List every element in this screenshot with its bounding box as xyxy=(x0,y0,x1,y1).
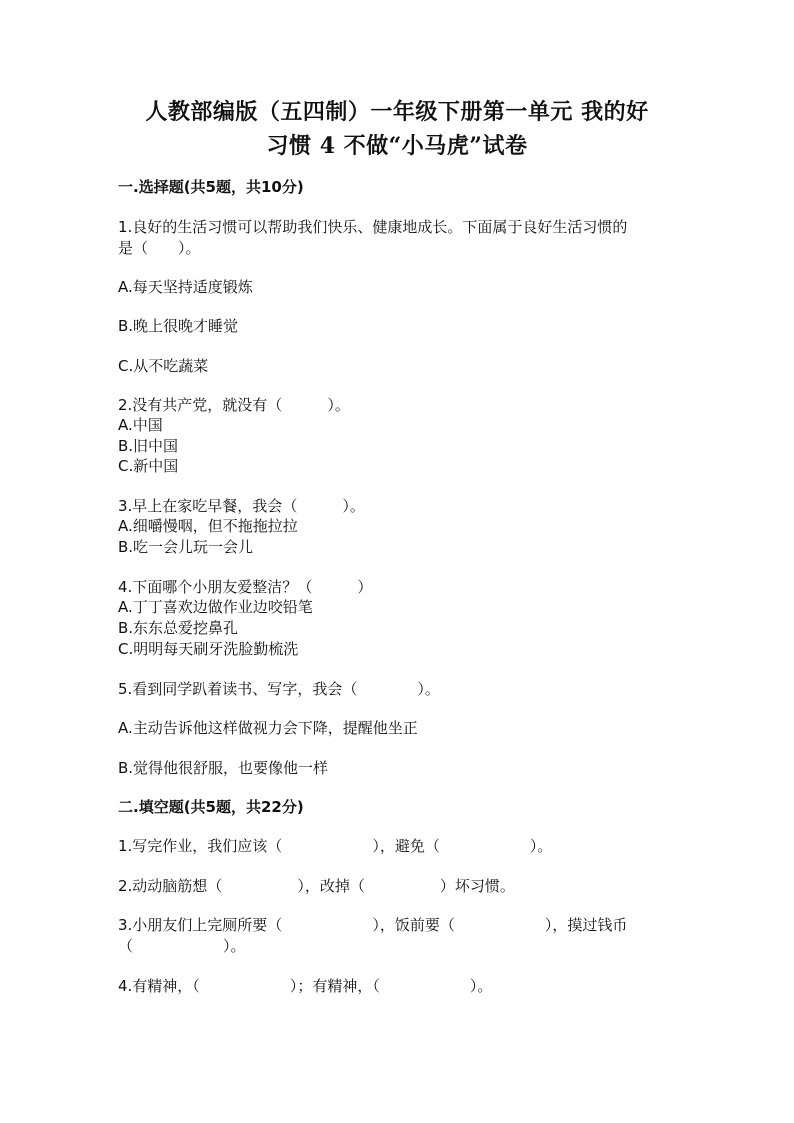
choice-q5-stem: 5.看到同学趴着读书、写字，我会（ ）。 xyxy=(118,680,440,698)
choice-q3-stem: 3.早上在家吃早餐，我会（ ）。 xyxy=(118,497,365,515)
fill-q4: 4.有精神，（ ）；有精神，（ ）。 xyxy=(118,977,493,995)
choice-q3-option-a: A.细嚼慢咽，但不拖拖拉拉 xyxy=(118,517,298,535)
choice-q2-stem: 2.没有共产党，就没有（ ）。 xyxy=(118,396,350,414)
fill-q2: 2.动动脑筋想（ ），改掉（ ）坏习惯。 xyxy=(118,877,515,895)
choice-q3-option-b: B.吃一会儿玩一会儿 xyxy=(118,538,254,556)
choice-q1-option-c: C.从不吃蔬菜 xyxy=(118,357,209,375)
choice-q1-stem-line-2: 是（ ）。 xyxy=(118,239,201,257)
choice-q1-option-b: B.晚上很晚才睡觉 xyxy=(118,317,239,335)
choice-q5-option-a: A.主动告诉他这样做视力会下降，提醒他坐正 xyxy=(118,719,418,737)
fill-q1: 1.写完作业，我们应该（ ），避免（ ）。 xyxy=(118,837,553,855)
choice-q4-option-c: C.明明每天刷牙洗脸勤梳洗 xyxy=(118,640,299,658)
choice-q2-option-c: C.新中国 xyxy=(118,457,179,475)
section-heading-fill-blank: 二.填空题(共5题，共22分) xyxy=(118,798,304,816)
choice-q2-option-a: A.中国 xyxy=(118,416,163,434)
fill-q3-line-2: （ ）。 xyxy=(118,937,246,955)
fill-q3-line-1: 3.小朋友们上完厕所要（ ），饭前要（ ），摸过钱币 xyxy=(118,916,628,934)
choice-q4-option-a: A.丁丁喜欢边做作业边咬铅笔 xyxy=(118,598,313,616)
choice-q4-option-b: B.东东总爱挖鼻孔 xyxy=(118,619,239,637)
choice-q2-option-b: B.旧中国 xyxy=(118,437,179,455)
choice-q5-option-b: B.觉得他很舒服，也要像他一样 xyxy=(118,759,329,777)
exam-title-line-2: 习惯 4 不做“小马虎”试卷 xyxy=(266,133,528,159)
choice-q4-stem: 4.下面哪个小朋友爱整洁？（ ） xyxy=(118,578,373,596)
section-heading-choice: 一.选择题(共5题，共10分) xyxy=(118,178,304,196)
choice-q1-option-a: A.每天坚持适度锻炼 xyxy=(118,278,253,296)
choice-q1-stem-line-1: 1.良好的生活习惯可以帮助我们快乐、健康地成长。下面属于良好生活习惯的 xyxy=(118,218,628,236)
exam-title-line-1: 人教部编版（五四制）一年级下册第一单元 我的好 xyxy=(145,99,649,125)
